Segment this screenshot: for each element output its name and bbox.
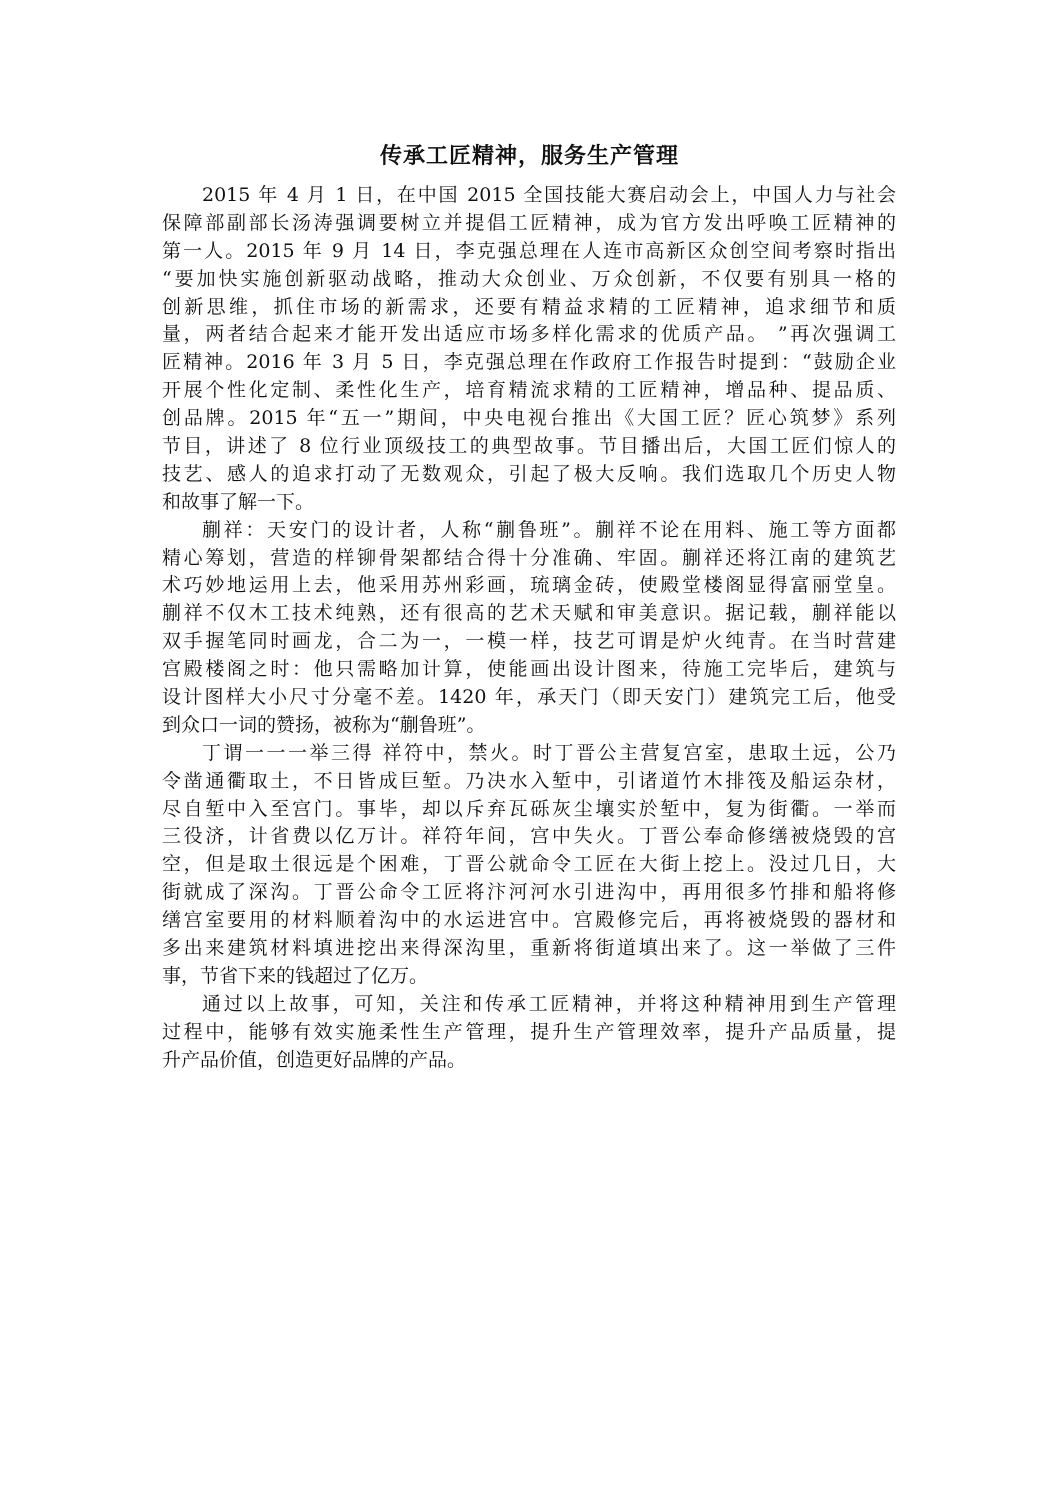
text-line: 升产品价值，创造更好品牌的产品。 (162, 1048, 467, 1071)
text-line: 多出来建筑材料填进挖出来得深沟里，重新将街道填出来了。这一举做了三件 (162, 937, 896, 960)
text-line: 令凿通衢取土，不日皆成巨堑。乃决水入堑中，引诸道竹木排筏及船运杂材， (162, 769, 896, 792)
text-line: 双手握笔同时画龙，合二为一，一模一样，技艺可谓是炉火纯青。在当时营建 (162, 630, 896, 653)
text-line: 过程中，能够有效实施柔性生产管理，提升生产管理效率，提升产品质量，提 (162, 1020, 896, 1043)
text-line: 术巧妙地运用上去，他采用苏州彩画，琉璃金砖，使殿堂楼阁显得富丽堂皇。 (162, 574, 896, 597)
text-line: 量，两者结合起来才能开发出适应市场多样化需求的优质产品。 ”再次强调工 (162, 323, 896, 346)
paragraph-intro (162, 182, 896, 517)
text-line: 蒯祥：天安门的设计者，人称“蒯鲁班”。蒯祥不论在用料、施工等方面都 (202, 518, 896, 541)
paragraph-conclusion (162, 991, 896, 1075)
text-line: 事，节省下来的钱超过了亿万。 (162, 964, 429, 987)
text-line: 宫殿楼阁之时：他只需略加计算，使能画出设计图来，待施工完毕后，建筑与 (162, 658, 896, 681)
text-line: “要加快实施创新驱动战略，推动大众创业、万众创新，不仅要有别具一格的 (162, 267, 896, 290)
text-line: 设计图样大小尺寸分毫不差。1420 年，承天门（即天安门）建筑完工后，他受 (162, 686, 896, 709)
text-line: 缮宫室要用的材料顺着沟中的水运进宫中。宫殿修完后，再将被烧毁的器材和 (162, 909, 896, 932)
text-line: 技艺、感人的追求打动了无数观众，引起了极大反响。我们选取几个历史人物 (162, 462, 896, 485)
text-line: 通过以上故事，可知，关注和传承工匠精神，并将这种精神用到生产管理 (202, 992, 896, 1015)
paragraph-ding-wei (162, 740, 896, 991)
text-line: 精心筹划，营造的样铆骨架都结合得十分准确、牢固。蒯祥还将江南的建筑艺 (162, 546, 896, 569)
document-title: 传承工匠精神，服务生产管理 (379, 144, 679, 169)
text-line: 2015 年 4 月 1 日，在中国 2015 全国技能大赛启动会上，中国人力与社会 (202, 184, 896, 206)
paragraph-kuai-xiang (162, 517, 896, 740)
text-line: 尽自堑中入至宫门。事毕，却以斥弃瓦砾灰尘壤实於堑中，复为街衢。一举而 (162, 797, 896, 820)
text-line: 和故事了解一下。 (162, 490, 315, 513)
text-line: 空，但是取土很远是个困难，丁晋公就命令工匠在大街上挖上。没过几日，大 (162, 853, 896, 876)
text-line: 丁谓一一一举三得 祥符中，禁火。时丁晋公主营复宫室，患取土远，公乃 (202, 741, 896, 764)
text-line: 节目，讲述了 8 位行业顶级技工的典型故事。节目播出后，大国工匠们惊人的 (162, 435, 896, 458)
text-line: 三役济，计省费以亿万计。祥符年间，宫中失火。丁晋公奉命修缮被烧毁的宫 (162, 825, 896, 848)
text-line: 开展个性化定制、柔性化生产，培育精流求精的工匠精神，增品种、提品质、 (162, 379, 896, 402)
text-line: 街就成了深沟。丁晋公命令工匠将汴河河水引进沟中，再用很多竹排和船将修 (162, 881, 896, 904)
text-line: 创新思维，抓住市场的新需求，还要有精益求精的工匠精神，追求细节和质 (162, 295, 896, 318)
text-line: 第一人。2015 年 9 月 14 日，李克强总理在人连市高新区众创空间考察时指出 (162, 239, 896, 262)
text-line: 保障部副部长汤涛强调要树立并提倡工匠精神，成为官方发出呼唤工匠精神的 (162, 211, 896, 234)
text-line: 蒯祥不仅木工技术纯熟，还有很高的艺术天赋和审美意识。据记载，蒯祥能以 (162, 602, 896, 625)
text-line: 匠精神。2016 年 3 月 5 日，李克强总理在作政府工作报告时提到：“鼓励企业 (162, 351, 896, 374)
document-body (162, 182, 896, 1075)
text-line: 到众口一词的赞扬，被称为“蒯鲁班”。 (162, 713, 486, 736)
text-line: 创品牌。2015 年“五一”期间，中央电视台推出《大国工匠？匠心筑梦》系列 (162, 407, 896, 430)
